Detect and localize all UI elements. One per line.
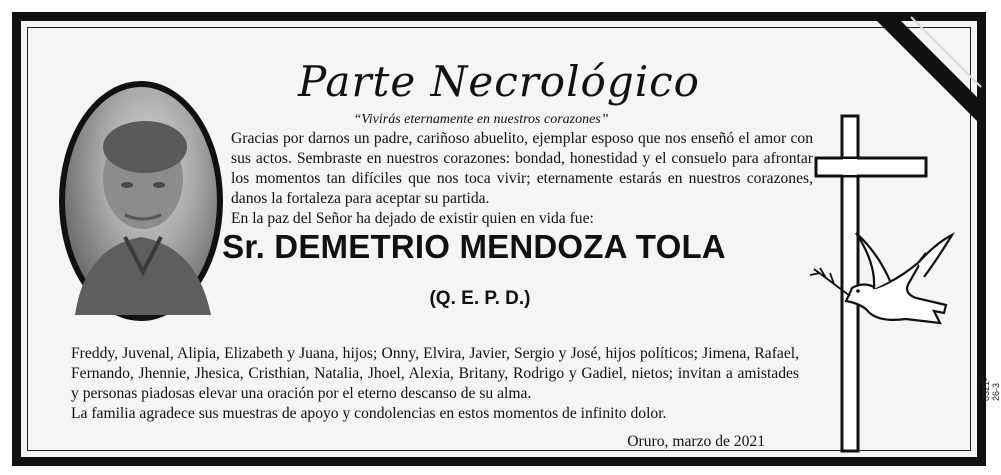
intro-line: En la paz del Señor ha dejado de existir quien en vida fue: bbox=[231, 210, 594, 227]
deceased-name: Sr. DEMETRIO MENDOZA TOLA bbox=[222, 228, 726, 265]
family-paragraph: Freddy, Juvenal, Alipia, Elizabeth y Juana, hijos; Onny, Elvira, Javier, Sergio y José, hijos políticos; Jimena, Rafael, Fernando, Jhennie, Jhesica, Cristhian, Natalia, Jhoel, Alexia, Britany, Rodrigo y Gadiel, nietos; invitan a amistades y personas piadosas elevar una oración por el eterno descanso de su alma. bbox=[71, 345, 799, 402]
thanks-line: La familia agradece sus muestras de apoyo y condolencias en estos momentos de infinito dolor. bbox=[71, 405, 667, 422]
tribute-text bbox=[231, 129, 813, 229]
place-date: Oruro, marzo de 2021 bbox=[627, 433, 765, 450]
reference-code: 0321-26-3 bbox=[981, 377, 1001, 401]
qepd-label: (Q. E. P. D.) bbox=[429, 288, 531, 309]
quote: “Vivirás eternamente en nuestros corazones” bbox=[353, 112, 609, 127]
family-text bbox=[71, 344, 799, 424]
portrait-silhouette bbox=[65, 87, 217, 315]
portrait-photo bbox=[59, 81, 223, 321]
notice-title: Parte Necrológico bbox=[298, 57, 700, 106]
tribute-paragraph: Gracias por darnos un padre, cariñoso abuelito, ejemplar esposo que nos enseñó el amor con sus actos. Sembraste en nuestros corazones: bondad, honestidad y el consuelo para afrontar los momentos tan difíciles que nos toca vivir; eternamente estarás en nuestros corazones, danos la fortaleza para aceptar su partida. bbox=[231, 130, 813, 207]
